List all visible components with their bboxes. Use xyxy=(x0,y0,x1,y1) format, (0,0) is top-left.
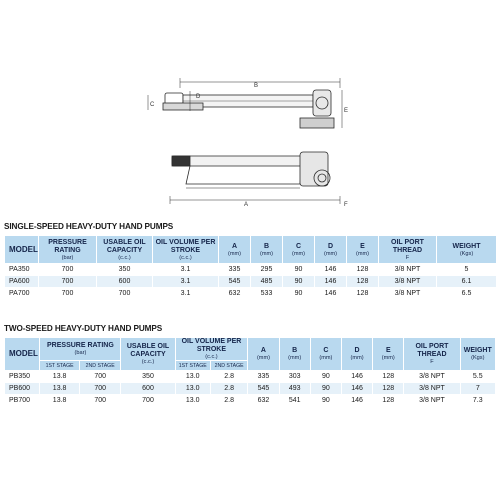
cell-model: PA700 xyxy=(5,288,39,300)
cell-c: 90 xyxy=(310,383,341,395)
header-pressure-rating: PRESSURE RATING (bar) xyxy=(40,338,121,361)
cell-c: 90 xyxy=(310,371,341,383)
cell-model: PB700 xyxy=(5,395,40,407)
cell-pressure: 700 xyxy=(39,276,97,288)
header-model: MODEL xyxy=(5,338,40,371)
cell-weight: 5 xyxy=(437,264,497,276)
header-volume-stage-2: 2ND STAGE xyxy=(210,361,247,371)
cell-weight: 7.3 xyxy=(460,395,495,407)
cell-b: 493 xyxy=(279,383,310,395)
table-row xyxy=(5,288,497,300)
two-speed-title: TWO-SPEED HEAVY-DUTY HAND PUMPS xyxy=(4,324,163,333)
table-row xyxy=(5,264,497,276)
table-row xyxy=(5,371,496,383)
cell-usable: 350 xyxy=(121,371,175,383)
header-b: B (mm) xyxy=(251,236,283,264)
cell-pressure: 700 xyxy=(39,264,97,276)
header-a: A (mm) xyxy=(248,338,279,371)
header-oil-volume: OIL VOLUME PER STROKE (c.c.) xyxy=(153,236,219,264)
cell-model: PA600 xyxy=(5,276,39,288)
cell-weight: 6.1 xyxy=(437,276,497,288)
cell-e: 128 xyxy=(373,371,404,383)
cell-d: 146 xyxy=(315,264,347,276)
header-stage-1: 1ST STAGE xyxy=(40,361,80,371)
cell-b: 295 xyxy=(251,264,283,276)
single-speed-table xyxy=(4,235,497,300)
table-row xyxy=(5,383,496,395)
cell-pressure-1: 13.8 xyxy=(40,395,80,407)
cell-volume: 3.1 xyxy=(153,288,219,300)
header-oil-port: OIL PORT THREAD F xyxy=(404,338,460,371)
cell-d: 146 xyxy=(341,395,372,407)
header-e: E (mm) xyxy=(373,338,404,371)
cell-c: 90 xyxy=(283,288,315,300)
cell-volume-2: 2.8 xyxy=(210,383,247,395)
cell-b: 533 xyxy=(251,288,283,300)
top-view xyxy=(148,78,342,128)
cell-volume-2: 2.8 xyxy=(210,395,247,407)
header-usable-oil: USABLE OIL CAPACITY (c.c.) xyxy=(121,338,175,371)
cell-d: 146 xyxy=(341,383,372,395)
cell-c: 90 xyxy=(283,264,315,276)
cell-e: 128 xyxy=(347,276,379,288)
cell-weight: 5.5 xyxy=(460,371,495,383)
dim-label-c: C xyxy=(150,102,155,108)
pump-technical-drawing xyxy=(0,0,500,210)
header-d: D (mm) xyxy=(315,236,347,264)
dim-label-d: D xyxy=(196,94,201,100)
cell-pressure-2: 700 xyxy=(79,371,121,383)
header-weight: WEIGHT (Kgs) xyxy=(437,236,497,264)
dim-label-f: F xyxy=(344,202,348,208)
cell-volume-1: 13.0 xyxy=(175,383,210,395)
header-oil-port: OIL PORT THREAD F xyxy=(379,236,437,264)
cell-port: 3/8 NPT xyxy=(404,395,460,407)
cell-e: 128 xyxy=(373,395,404,407)
cell-volume: 3.1 xyxy=(153,276,219,288)
cell-e: 128 xyxy=(347,264,379,276)
header-volume-stage-1: 1ST STAGE xyxy=(175,361,210,371)
header-pressure-rating: PRESSURE RATING (bar) xyxy=(39,236,97,264)
cell-volume-1: 13.0 xyxy=(175,395,210,407)
cell-port: 3/8 NPT xyxy=(404,371,460,383)
table-row xyxy=(5,395,496,407)
dim-label-a: A xyxy=(244,202,249,208)
cell-e: 128 xyxy=(347,288,379,300)
cell-port: 3/8 NPT xyxy=(379,276,437,288)
cell-usable: 700 xyxy=(97,288,153,300)
cell-pressure-1: 13.8 xyxy=(40,383,80,395)
cell-usable: 600 xyxy=(121,383,175,395)
cell-port: 3/8 NPT xyxy=(404,383,460,395)
cell-a: 335 xyxy=(248,371,279,383)
cell-e: 128 xyxy=(373,383,404,395)
cell-a: 545 xyxy=(219,276,251,288)
dim-label-b: B xyxy=(254,83,259,89)
header-b: B (mm) xyxy=(279,338,310,371)
cell-volume: 3.1 xyxy=(153,264,219,276)
cell-model: PA350 xyxy=(5,264,39,276)
table-row xyxy=(5,276,497,288)
side-view xyxy=(170,152,340,204)
cell-b: 541 xyxy=(279,395,310,407)
cell-b: 303 xyxy=(279,371,310,383)
header-c: C (mm) xyxy=(283,236,315,264)
cell-a: 335 xyxy=(219,264,251,276)
cell-c: 90 xyxy=(310,395,341,407)
cell-port: 3/8 NPT xyxy=(379,288,437,300)
cell-d: 146 xyxy=(341,371,372,383)
cell-c: 90 xyxy=(283,276,315,288)
two-speed-table xyxy=(4,337,496,407)
cell-volume-1: 13.0 xyxy=(175,371,210,383)
cell-usable: 700 xyxy=(121,395,175,407)
header-a: A (mm) xyxy=(219,236,251,264)
cell-usable: 350 xyxy=(97,264,153,276)
cell-a: 545 xyxy=(248,383,279,395)
header-c: C (mm) xyxy=(310,338,341,371)
cell-port: 3/8 NPT xyxy=(379,264,437,276)
cell-weight: 7 xyxy=(460,383,495,395)
cell-d: 146 xyxy=(315,276,347,288)
cell-usable: 600 xyxy=(97,276,153,288)
cell-b: 485 xyxy=(251,276,283,288)
single-speed-title: SINGLE-SPEED HEAVY-DUTY HAND PUMPS xyxy=(4,222,174,231)
cell-d: 146 xyxy=(315,288,347,300)
header-model: MODEL xyxy=(5,236,39,264)
cell-model: PB600 xyxy=(5,383,40,395)
header-e: E (mm) xyxy=(347,236,379,264)
cell-pressure-1: 13.8 xyxy=(40,371,80,383)
header-weight: WEIGHT (Kgs) xyxy=(460,338,495,371)
cell-pressure-2: 700 xyxy=(79,383,121,395)
cell-a: 632 xyxy=(219,288,251,300)
header-oil-volume: OIL VOLUME PER STROKE (c.c.) xyxy=(175,338,248,361)
dim-label-e: E xyxy=(344,108,349,114)
cell-pressure: 700 xyxy=(39,288,97,300)
cell-a: 632 xyxy=(248,395,279,407)
cell-pressure-2: 700 xyxy=(79,395,121,407)
header-usable-oil: USABLE OIL CAPACITY (c.c.) xyxy=(97,236,153,264)
cell-volume-2: 2.8 xyxy=(210,371,247,383)
cell-weight: 6.5 xyxy=(437,288,497,300)
header-d: D (mm) xyxy=(341,338,372,371)
cell-model: PB350 xyxy=(5,371,40,383)
header-stage-2: 2ND STAGE xyxy=(79,361,121,371)
